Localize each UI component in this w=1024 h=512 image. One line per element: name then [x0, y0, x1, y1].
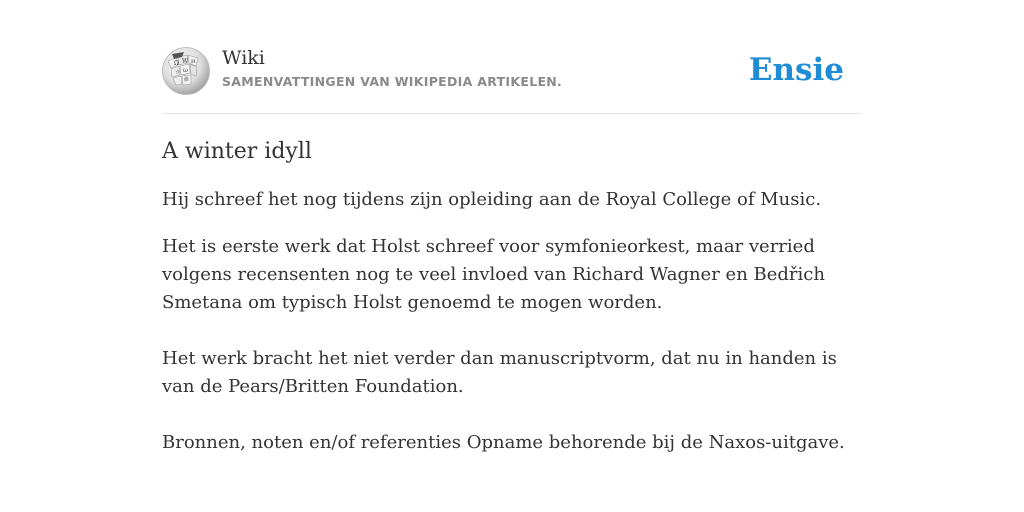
svg-text:И: И [191, 59, 196, 65]
site-header [162, 44, 862, 114]
article-paragraph: Hij schreef het nog tijdens zijn opleiding aan de Royal College of Music. [162, 189, 822, 210]
svg-text:維: 維 [184, 77, 190, 83]
article-paragraph: Het werk bracht het niet verder dan manuscriptvorm, dat nu in handen is van de Pears/Britten Foundation. [162, 348, 837, 397]
article-paragraph: Bronnen, noten en/of referenties Opname behorende bij de Naxos-uitgave. [162, 432, 845, 453]
article [162, 136, 862, 485]
site-title[interactable]: Wiki [222, 47, 265, 69]
site-tagline: SAMENVATTINGEN VAN WIKIPEDIA ARTIKELEN. [222, 74, 563, 89]
svg-text:Ω: Ω [174, 60, 179, 67]
article-title: A winter idyll [162, 139, 312, 164]
svg-text:ω: ω [183, 67, 188, 74]
wikipedia-globe-icon[interactable] [162, 47, 210, 95]
brand-logo[interactable]: Ensie [748, 52, 844, 88]
svg-text:W: W [182, 58, 189, 65]
article-paragraph: Het is eerste werk dat Holst schreef voor symfonieorkest, maar verried volgens recensenten nog te veel invloed van Richard Wagner en Bedřich Smetana om typisch Holst genoemd te mogen worden. [162, 236, 825, 313]
svg-text:ウ: ウ [175, 70, 181, 76]
